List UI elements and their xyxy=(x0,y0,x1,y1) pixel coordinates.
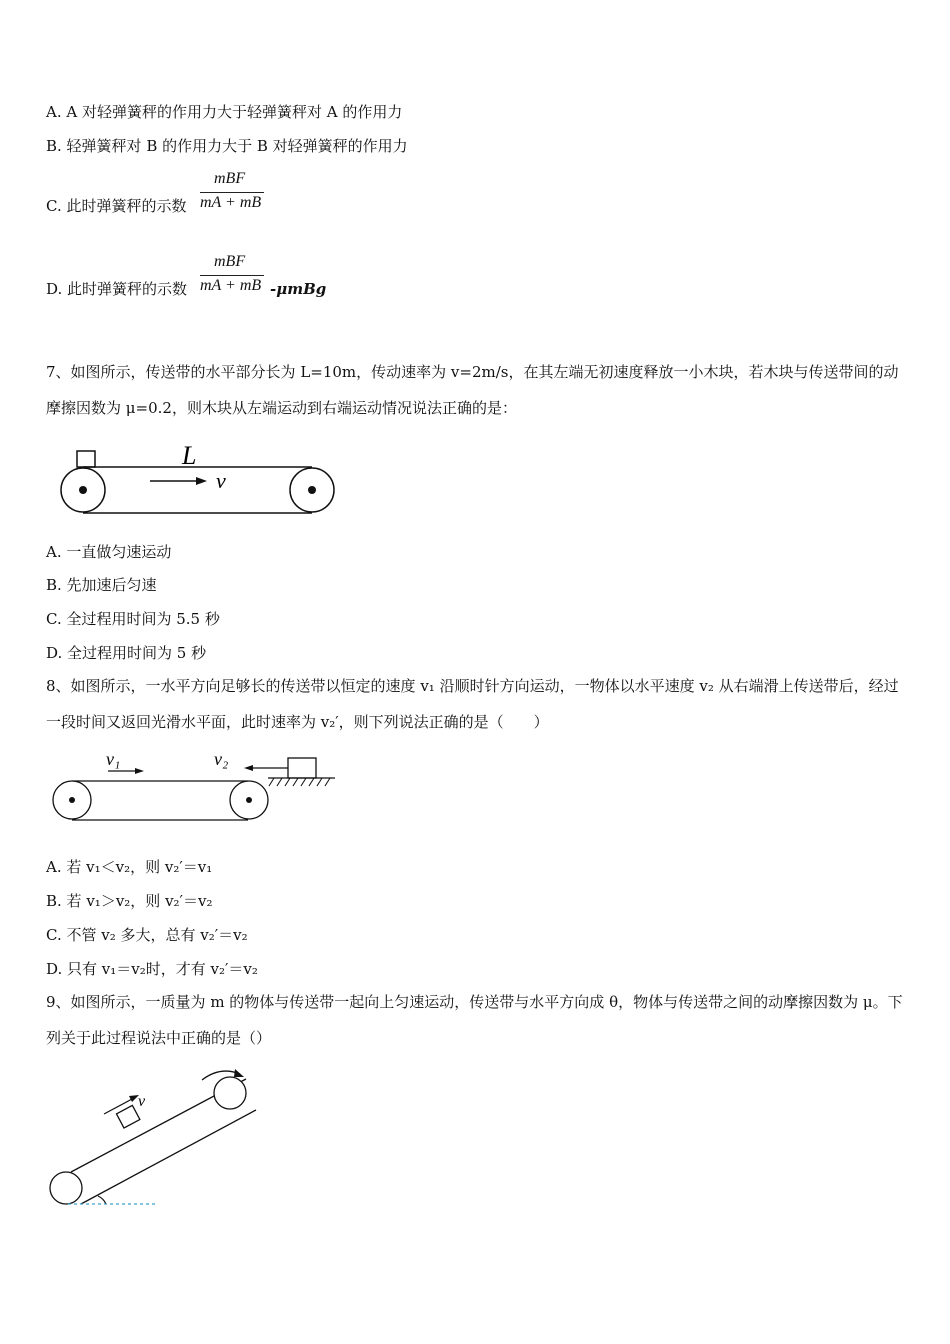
fraction-denominator: mA + mB xyxy=(200,194,262,211)
q6-option-d: D. 此时弹簧秤的示数 xyxy=(46,280,188,298)
velocity-label: v xyxy=(138,1093,146,1110)
q8-option-a: A. 若 v₁＜v₂，则 v₂′＝v₁ xyxy=(46,858,213,876)
q9-incline-conveyor-figure xyxy=(44,1062,259,1212)
q7-conveyor-figure xyxy=(50,438,350,522)
fraction-numerator: mBF xyxy=(214,170,246,187)
fraction-denominator: mA + mB xyxy=(200,277,262,294)
q7-option-c: C. 全过程用时间为 5.5 秒 xyxy=(46,610,220,628)
length-label: L xyxy=(182,441,197,470)
q6-option-b: B. 轻弹簧秤对 B 的作用力大于 B 对轻弹簧秤的作用力 xyxy=(46,137,408,155)
block xyxy=(288,758,316,778)
q9-stem: 9、如图所示，一质量为 m 的物体与传送带一起向上匀速运动，传送带与水平方向成 θ，物体与传送带之间的动摩擦因数为 μ。下列关于此过程说法中正确的是（） xyxy=(46,993,903,1047)
q6-option-c: C. 此时弹簧秤的示数 xyxy=(46,197,187,215)
q8-stem: 8、如图所示，一水平方向足够长的传送带以恒定的速度 v₁ 沿顺时针方向运动，一物体以水平速度 v₂ 从右端滑上传送带后，经过一段时间又返回光滑水平面，此时速率为 v₂′，则下列说法正确的是（ ） xyxy=(46,677,899,731)
q7-stem: 7、如图所示，传送带的水平部分长为 L=10m，传动速率为 v=2m/s，在其左端无初速度释放一小木块，若木块与传送带间的动摩擦因数为 μ=0.2，则木块从左端运动到右端运动情况说法正确的是： xyxy=(46,363,899,417)
q7-option-a: A. 一直做匀速运动 xyxy=(46,543,172,561)
q6-option-a: A. A 对轻弹簧秤的作用力大于轻弹簧秤对 A 的作用力 xyxy=(46,103,403,121)
block xyxy=(77,451,95,467)
fraction-bar xyxy=(200,275,264,276)
fraction-bar xyxy=(200,192,264,193)
v1-label: v₁ xyxy=(106,749,121,769)
fraction-numerator: mBF xyxy=(214,253,246,270)
upper-pulley xyxy=(214,1077,246,1109)
v2-label: v₂ xyxy=(214,749,229,769)
q8-option-b: B. 若 v₁＞v₂，则 v₂′＝v₂ xyxy=(46,892,213,910)
q8-option-c: C. 不管 v₂ 多大，总有 v₂′＝v₂ xyxy=(46,926,248,944)
q7-option-b: B. 先加速后匀速 xyxy=(46,576,157,594)
q8-option-d: D. 只有 v₁＝v₂时，才有 v₂′＝v₂ xyxy=(46,960,258,978)
q6-option-c-fraction xyxy=(200,170,266,220)
q7-option-d: D. 全过程用时间为 5 秒 xyxy=(46,644,207,662)
block xyxy=(116,1105,139,1128)
lower-pulley xyxy=(50,1172,82,1204)
q8-conveyor-figure xyxy=(48,745,343,825)
q6-option-d-fraction xyxy=(200,253,266,303)
q6-option-d-tail: -μmBg xyxy=(270,280,327,298)
velocity-label: v xyxy=(216,468,226,493)
